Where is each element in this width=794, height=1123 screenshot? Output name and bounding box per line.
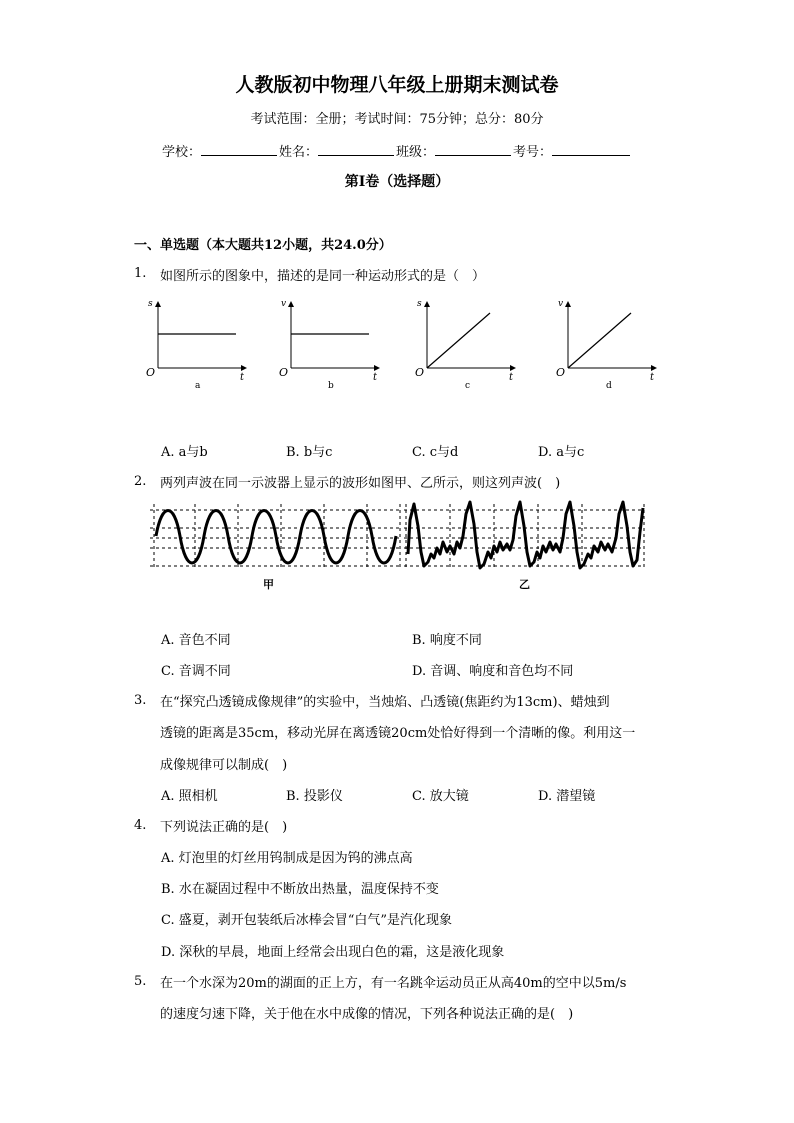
question-4-option-a[interactable]: A. 灯泡里的灯丝用钨制成是因为钨的沸点高	[161, 851, 413, 866]
graph-c-x-label: t	[509, 372, 514, 383]
question-4-number: 4.	[134, 818, 147, 833]
motion-graphs-figure	[140, 296, 670, 406]
graph-c-label: c	[465, 381, 471, 391]
graph-a-label: a	[195, 381, 201, 391]
name-label: 姓名：	[279, 145, 319, 160]
question-3-text-line-1: 在“探究凸透镜成像规律”的实验中，当烛焰、凸透镜(焦距约为13cm)、蜡烛到	[160, 695, 610, 710]
graph-b-y-label: v	[281, 299, 287, 309]
graph-d	[556, 299, 656, 391]
graph-a	[146, 299, 246, 391]
question-4-option-c[interactable]: C. 盛夏，剥开包装纸后冰棒会冒“白气”是汽化现象	[161, 913, 453, 928]
exam-title: 人教版初中物理八年级上册期末测试卷	[235, 74, 559, 96]
graph-b	[279, 299, 379, 391]
section-heading: 一、单选题（本大题共12小题，共24.0分）	[134, 238, 392, 253]
question-2-option-b[interactable]: B. 响度不同	[412, 633, 482, 648]
school-blank[interactable]	[201, 142, 277, 156]
question-3-text-line-2: 透镜的距离是35cm，移动光屏在离透镜20cm处恰好得到一个清晰的像。利用这一	[160, 726, 636, 741]
graph-d-origin: O	[556, 366, 566, 379]
question-1-option-b[interactable]: B. b与c	[286, 445, 333, 460]
question-2-text: 两列声波在同一示波器上显示的波形如图甲、乙所示，则这列声波( )	[160, 476, 561, 491]
oscilloscope-waveforms-figure	[150, 496, 650, 592]
graph-b-x-label: t	[373, 372, 378, 383]
graph-d-y-label: v	[558, 299, 564, 309]
question-3-number: 3.	[134, 693, 147, 708]
part-title: 第I卷（选择题）	[344, 174, 450, 190]
student-info-row	[162, 141, 632, 160]
question-3-option-c[interactable]: C. 放大镜	[412, 789, 469, 804]
graph-d-label: d	[606, 381, 612, 391]
question-1-option-d[interactable]: D. a与c	[538, 445, 585, 460]
question-3-text-line-3: 成像规律可以制成( )	[160, 758, 288, 773]
waveform-yi-label: 乙	[519, 578, 530, 591]
name-blank[interactable]	[318, 142, 394, 156]
waveform-jia-label: 甲	[263, 578, 274, 591]
question-3-option-b[interactable]: B. 投影仪	[286, 789, 343, 804]
graph-d-x-label: t	[650, 372, 655, 383]
graph-c-y-label: s	[417, 299, 422, 309]
graph-b-label: b	[328, 381, 334, 391]
question-4-option-d[interactable]: D. 深秋的早晨，地面上经常会出现白色的霜，这是液化现象	[161, 945, 505, 960]
question-4-option-b[interactable]: B. 水在凝固过程中不断放出热量，温度保持不变	[161, 882, 439, 897]
exam-number-blank[interactable]	[552, 142, 630, 156]
graph-c-origin: O	[415, 366, 425, 379]
graph-a-y-label: s	[148, 299, 153, 309]
question-2-option-d[interactable]: D. 音调、响度和音色均不同	[412, 664, 574, 679]
question-5-text-line-1: 在一个水深为20m的湖面的正上方，有一名跳伞运动员正从高40m的空中以5m/s	[160, 976, 627, 991]
graph-c	[415, 299, 515, 391]
question-2-number: 2.	[134, 474, 147, 489]
waveform-yi	[408, 502, 643, 568]
question-1-option-a[interactable]: A. a与b	[161, 445, 208, 460]
graph-b-origin: O	[279, 366, 289, 379]
graph-a-x-label: t	[240, 372, 245, 383]
waveform-jia	[156, 511, 396, 564]
exam-number-label: 考号：	[513, 145, 553, 160]
question-1-option-c[interactable]: C. c与d	[412, 445, 459, 460]
question-1-number: 1.	[134, 266, 147, 281]
question-2-option-a[interactable]: A. 音色不同	[161, 633, 231, 648]
question-1-text: 如图所示的图象中，描述的是同一种运动形式的是（ ）	[160, 269, 486, 284]
question-5-text-line-2: 的速度匀速下降，关于他在水中成像的情况，下列各种说法正确的是( )	[160, 1007, 574, 1022]
question-2-option-c[interactable]: C. 音调不同	[161, 664, 231, 679]
question-4-text: 下列说法正确的是( )	[160, 820, 288, 835]
question-5-number: 5.	[134, 974, 147, 989]
class-blank[interactable]	[435, 142, 511, 156]
question-3-option-a[interactable]: A. 照相机	[161, 789, 218, 804]
class-label: 班级：	[396, 145, 436, 160]
school-label: 学校：	[162, 145, 202, 160]
question-3-option-d[interactable]: D. 潜望镜	[538, 789, 596, 804]
exam-subtitle: 考试范围：全册；考试时间：75分钟；总分：80分	[250, 112, 544, 127]
graph-a-origin: O	[146, 366, 156, 379]
